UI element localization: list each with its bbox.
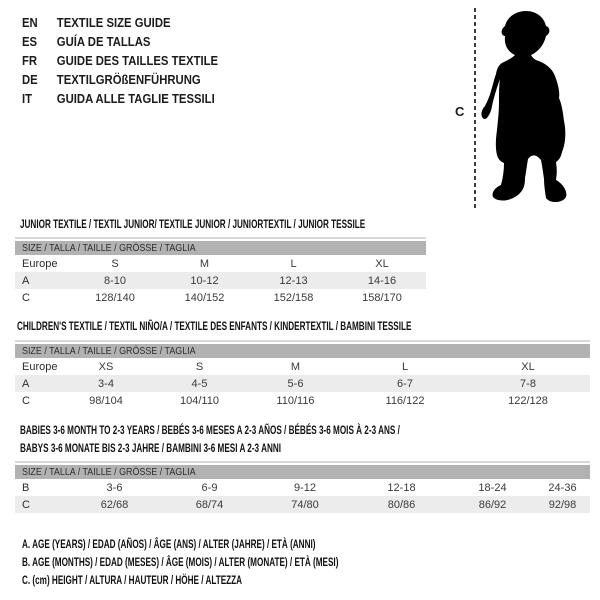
row-label: C: [22, 291, 30, 304]
size-cell: 104/110: [180, 394, 219, 407]
size-header-label: SIZE / TALLA / TAILLE / GRÖSSE / TAGLIA: [22, 242, 196, 254]
section-heading-junior: JUNIOR TEXTILE / TEXTIL JUNIOR/ TEXTILE JUNIOR / JUNIORTEXTIL / JUNIOR TESSILE: [20, 217, 366, 231]
table-row: [15, 272, 426, 289]
size-cell: 10-12: [190, 274, 219, 287]
table-row: [15, 358, 590, 375]
language-code: ES: [22, 34, 38, 49]
height-dotted-line: [474, 8, 476, 211]
size-table-header: [15, 344, 590, 358]
baby-silhouette-icon: [481, 8, 571, 210]
size-cell: 12-13: [279, 274, 308, 287]
size-cell: 12-18: [387, 481, 416, 494]
row-label: B: [22, 481, 30, 494]
size-cell: M: [290, 360, 301, 373]
legend-line-c: C. (cm) HEIGHT / ALTURA / HAUTEUR / HÖHE / ALTEZZA: [22, 573, 243, 587]
table-row: [15, 375, 590, 392]
size-cell: 98/104: [89, 394, 123, 407]
size-cell: 8-10: [103, 274, 127, 287]
children-size-table: [15, 340, 590, 409]
size-cell: 24-36: [548, 481, 577, 494]
table-row: [15, 255, 426, 272]
size-cell: L: [401, 360, 409, 373]
size-cell: 18-24: [478, 481, 507, 494]
size-cell: 3-4: [98, 377, 114, 390]
language-row: [22, 89, 218, 108]
size-cell: 80/86: [387, 498, 416, 511]
section-heading-children: CHILDREN'S TEXTILE / TEXTIL NIÑO/A / TEXTILE DES ENFANTS / KINDERTEXTIL / BAMBINI TESSILE: [17, 319, 412, 333]
size-table-header: [15, 241, 426, 255]
junior-table-grid: [15, 255, 426, 306]
size-cell: L: [290, 257, 297, 270]
size-cell: 140/152: [184, 291, 225, 304]
size-cell: S: [111, 257, 119, 270]
language-code: FR: [22, 53, 38, 68]
language-code: IT: [22, 91, 33, 106]
section-heading-babies-line1: BABIES 3-6 MONTH TO 2-3 YEARS / BEBÉS 3-6 MESES A 2-3 AÑOS / BÉBÉS 3-6 MOIS À 2-3 ANS /: [20, 423, 400, 437]
size-header-label: SIZE / TALLA / TAILLE / GRÖSSE / TAGLIA: [22, 345, 196, 357]
size-cell: 6-7: [397, 377, 413, 390]
language-row: [22, 70, 218, 89]
language-title: GUIDE DES TAILLES TEXTILE: [56, 53, 219, 68]
size-cell: 9-12: [293, 481, 317, 494]
size-cell: XS: [98, 360, 114, 373]
size-cell: 68/74: [195, 498, 224, 511]
language-code: DE: [22, 72, 38, 87]
row-label: C: [22, 394, 30, 407]
row-label: A: [22, 377, 30, 390]
legend-block: [22, 535, 487, 589]
size-cell: 6-9: [201, 481, 218, 494]
language-title: TEXTILE SIZE GUIDE: [56, 15, 171, 30]
language-title: GUÍA DE TALLAS: [56, 34, 151, 49]
size-cell: 14-16: [367, 274, 397, 287]
language-row: [22, 13, 218, 32]
junior-size-table: [15, 237, 426, 306]
language-code: EN: [22, 15, 38, 30]
size-cell: 7-8: [520, 377, 536, 390]
size-cell: 86/92: [478, 498, 507, 511]
size-cell: 92/98: [548, 498, 577, 511]
size-header-label: SIZE / TALLA / TAILLE / GRÖSSE / TAGLIA: [22, 466, 196, 478]
size-cell: XL: [521, 360, 535, 373]
table-row: [15, 392, 590, 409]
size-table-header: [15, 465, 590, 479]
row-label: A: [22, 274, 30, 287]
babies-table-grid: [15, 479, 590, 513]
size-cell: 128/140: [95, 291, 135, 304]
size-cell: 158/170: [362, 291, 402, 304]
language-title: GUIDA ALLE TAGLIE TESSILI: [56, 91, 215, 106]
size-cell: 5-6: [287, 377, 304, 390]
row-label: C: [22, 498, 30, 511]
legend-line-b: B. AGE (MONTHS) / EDAD (MESES) / ÂGE (MOIS) / ALTER (MONATE) / ETÀ (MESI): [22, 555, 339, 569]
size-cell: 74/80: [291, 498, 319, 511]
table-row: [15, 479, 590, 496]
size-cell: 4-5: [191, 377, 208, 390]
size-cell: M: [199, 257, 210, 270]
language-row: [22, 32, 218, 51]
section-heading-babies: [20, 421, 579, 457]
size-cell: 152/158: [273, 291, 314, 304]
height-measure-label: C: [455, 104, 465, 119]
babies-size-table: [15, 461, 590, 513]
size-cell: XL: [375, 257, 389, 270]
size-cell: 3-6: [106, 481, 123, 494]
row-label: Europe: [22, 257, 58, 270]
size-cell: 122/128: [508, 394, 548, 407]
language-row: [22, 51, 218, 70]
table-row: [15, 289, 426, 306]
size-cell: 110/116: [276, 394, 315, 407]
row-label: Europe: [22, 360, 58, 373]
language-title-block: [22, 13, 218, 108]
size-cell: S: [195, 360, 204, 373]
table-row: [15, 496, 590, 513]
language-title: TEXTILGRÖßENFÜHRUNG: [56, 72, 201, 87]
children-table-grid: [15, 358, 590, 409]
size-cell: 62/68: [100, 498, 129, 511]
size-cell: 116/122: [385, 394, 425, 407]
section-heading-babies-line2: BABYS 3-6 MONATE BIS 2-3 JAHRE / BAMBINI 3-6 MESI A 2-3 ANNI: [20, 441, 282, 455]
legend-line-a: A. AGE (YEARS) / EDAD (AÑOS) / ÂGE (ANS) / ALTER (JAHRE) / ETÀ (ANNI): [22, 537, 316, 551]
